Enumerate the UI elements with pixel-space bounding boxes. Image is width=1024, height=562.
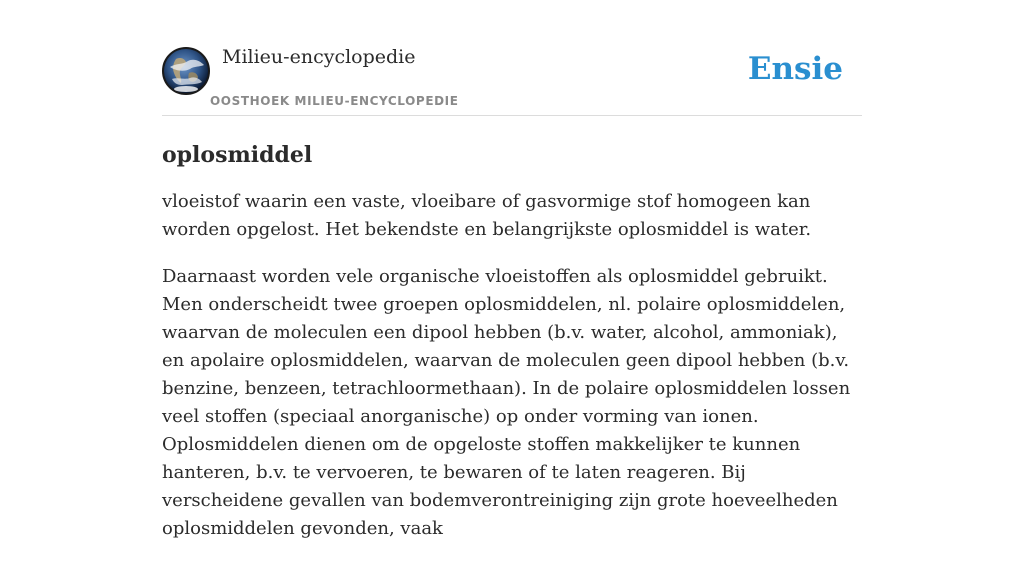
source-title[interactable]: Milieu-encyclopedie <box>222 46 416 68</box>
article <box>162 138 862 562</box>
ensie-logo[interactable]: Ensie <box>747 51 843 87</box>
page-header <box>162 0 862 116</box>
article-term: oplosmiddel <box>162 142 313 168</box>
article-paragraph: Daarnaast worden vele organische vloeistoffen als oplosmiddel gebruikt. Men onderscheidt twee groepen oplosmiddelen, nl. polaire oplosmiddelen, waarvan de moleculen een dipool hebben (b.v. water, alcohol, ammoniak), en apolaire oplosmiddelen, waarvan de moleculen geen dipool hebben (b.v. benzine, benzeen, tetrachloormethaan). In de polaire oplosmiddelen lossen veel stoffen (speciaal anorganische) op onder vorming van ionen. Oplosmiddelen dienen om de opgeloste stoffen makkelijker te kunnen hanteren, b.v. te vervoeren, te bewaren of te laten reageren. Bij verscheidene gevallen van bodemverontreiniging zijn grote hoeveelheden oplosmiddelen gevonden, vaak <box>162 266 851 539</box>
source-subtitle[interactable]: OOSTHOEK MILIEU-ENCYCLOPEDIE <box>210 94 459 108</box>
earth-globe-icon[interactable] <box>162 47 210 95</box>
article-paragraph: vloeistof waarin een vaste, vloeibare of gasvormige stof homogeen kan worden opgelost. Het bekendste en belangrijkste oplosmiddel is water. <box>162 191 812 240</box>
